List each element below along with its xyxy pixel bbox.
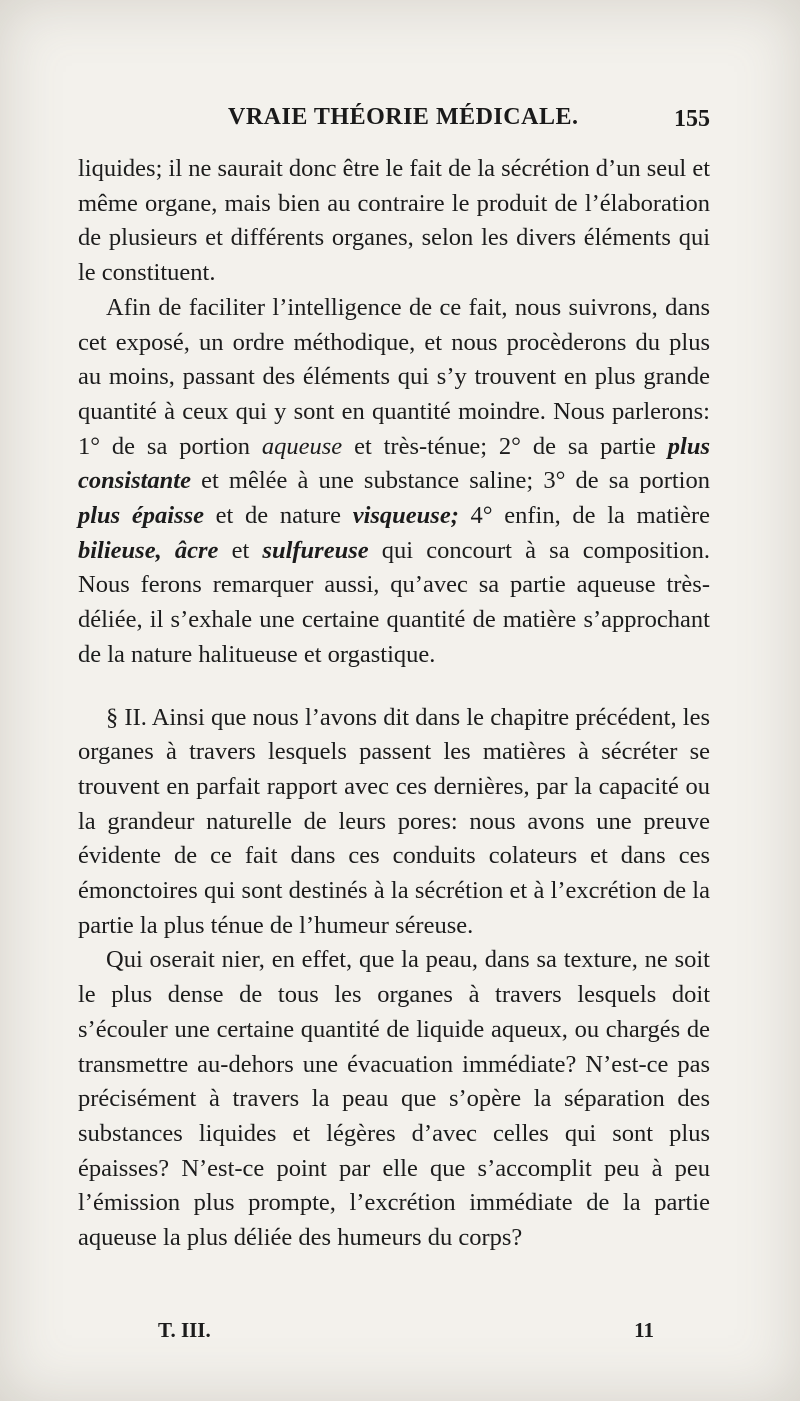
text-run: et de nature <box>204 502 353 530</box>
text-run: 4° enfin, de la matière <box>458 502 710 530</box>
italic-term-visqueuse: visqueuse; <box>352 502 459 530</box>
italic-term-epaisse: plus épaisse <box>78 502 205 530</box>
section-heading: § II. <box>106 703 147 731</box>
volume-mark: T. III. <box>158 1318 211 1342</box>
page-header <box>78 104 710 138</box>
text-run: et mêlée à une substance saline; 3° de sa portion <box>191 467 710 495</box>
paragraph-skin: Qui oserait nier, en effet, que la peau, dans sa texture, ne soit le plus dense de tous les organes à travers lesquels doit s’écouler une certaine quantité de liquide aqueux, ou chargés de transmettre au-dehors une évacuation immédiate? N’est-ce pas précisément à travers la peau que s’opère la séparation des substances liquides et légères d’avec celles qui sont plus épaisses? N’est-ce point par elle que s’accomplit peu à peu l’émission plus prompte, l’excrétion immédiate de la partie aqueuse la plus déliée des humeurs du corps? <box>78 946 710 1252</box>
paragraph-section-ii <box>78 701 710 944</box>
italic-term-sulfureuse: sulfureuse <box>262 536 369 564</box>
italic-term-aqueuse: aqueuse <box>261 432 343 460</box>
running-title: VRAIE THÉORIE MÉDICALE. <box>228 104 579 130</box>
italic-term-consistante: plus consistante <box>78 432 710 495</box>
text-run: et <box>218 536 263 564</box>
paragraph-method <box>78 291 710 673</box>
italic-term-bilieuse: bilieuse, âcre <box>78 536 219 564</box>
page-footer <box>78 1318 710 1350</box>
page-number: 155 <box>674 106 710 132</box>
text-run: Ainsi que nous l’avons dit dans le chapitre précédent, les organes à travers lesquels passent les matières à sécréter se trouvent en parfait rapport avec ces dernières, par la capacité ou la grandeur naturelle de leurs pores: nous avons une preuve évidente de ce fait dans ces conduits colateurs et dans ces émonctoires qui sont destinés à la sécrétion et à l’excrétion de la partie la plus ténue de l’humeur séreuse. <box>78 703 710 939</box>
text-run: et très-ténue; 2° de sa partie <box>342 432 668 460</box>
paragraph-continuation: liquides; il ne saurait donc être le fait de la sécrétion d’un seul et même organe, mais bien au contraire le produit de l’élaboration de plusieurs et différents organes, selon les divers éléments qui le constituent. <box>78 155 711 287</box>
signature-mark: 11 <box>634 1318 654 1342</box>
page-body <box>78 152 710 1256</box>
text-run: qui concourt à sa composition. Nous ferons remarquer aussi, qu’avec sa partie aqueuse très-déliée, il s’exhale une certaine quantité de matière s’approchant de la nature halitueuse et orgastique. <box>78 536 710 668</box>
text-run: Afin de faciliter l’intelligence de ce fait, nous suivrons, dans cet exposé, un ordre méthodique, et nous procèderons du plus au moins, passant des éléments qui s’y trouvent en plus grande quantité à ceux qui y sont en quantité moindre. Nous parlerons: 1° de sa portion <box>78 293 710 460</box>
